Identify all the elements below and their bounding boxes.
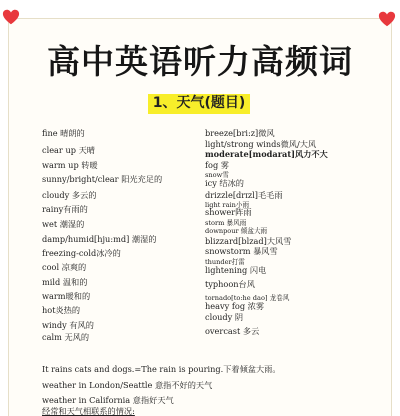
vocab-entry: downpour 倾盆大雨 (205, 227, 268, 235)
vocab-entry: calm 无风的 (42, 332, 90, 342)
vocab-entry: light rain小雨 (205, 201, 250, 209)
vocab-entry: freezing-cold冰冷的 (42, 248, 121, 258)
vocab-entry: windy 有风的 (42, 320, 94, 330)
vocab-entry: warm up 转暖 (42, 160, 98, 170)
vocab-entry: snowstorm 暴风雪 (205, 246, 278, 256)
vocab-entry: rainy有雨的 (42, 204, 88, 214)
vocab-entry: snow雪 (205, 171, 229, 179)
vocab-entry: thunder打雷 (205, 258, 245, 266)
vocab-entry: sunny/bright/clear 阳光充足的 (42, 174, 163, 184)
vocab-entry: hot炎热的 (42, 305, 81, 315)
note-line: It rains cats and dogs.=The rain is pouring.下着倾盆大雨。 (42, 364, 281, 374)
vocab-entry: lightening 闪电 (205, 265, 267, 275)
vocab-entry: warm暖和的 (42, 291, 91, 301)
note-line: 经常和天气相联系的情况: (42, 406, 135, 416)
vocab-entry: fine 晴朗的 (42, 128, 85, 138)
vocab-entry: fog 雾 (205, 160, 229, 170)
vocab-entry: shower阵雨 (205, 207, 252, 217)
vocab-entry: tornado[to:he dao] 龙卷风 (205, 294, 290, 302)
vocab-entry: clear up 天晴 (42, 145, 95, 155)
vocab-entry: storm 暴风雨 (205, 219, 247, 227)
vocab-entry: breeze[bri:z]微风 (205, 128, 275, 138)
vocab-entry: mild 温和的 (42, 277, 88, 287)
vocab-entry: cloudy 多云的 (42, 190, 97, 200)
note-line: weather in California 意指好天气 (42, 395, 174, 405)
page-title: 高中英语听力高频词 (47, 42, 353, 81)
vocab-entry: moderate[modarat]风力不大 (205, 149, 328, 159)
section-label: 1、天气(题目) (152, 95, 246, 111)
note-line: weather in London/Seattle 意指不好的天气 (42, 380, 213, 390)
vocab-entry: light/strong winds微风/大风 (205, 139, 317, 149)
vocab-entry: cool 凉爽的 (42, 262, 87, 272)
vocab-entry: typhoon台风 (205, 279, 255, 289)
vocab-entry: damp/humid[hju:md] 潮湿的 (42, 234, 157, 244)
vocab-entry: blizzard[blzad]大风雪 (205, 236, 292, 246)
vocab-entry: overcast 多云 (205, 326, 260, 336)
vocab-entry: wet 潮湿的 (42, 219, 85, 229)
vocab-entry: heavy fog 浓雾 (205, 301, 265, 311)
vocab-entry: cloudy 阴 (205, 312, 244, 322)
vocab-entry: icy 结冰的 (205, 178, 244, 188)
vocab-entry: drizzle[drɪzl]毛毛雨 (205, 190, 283, 200)
